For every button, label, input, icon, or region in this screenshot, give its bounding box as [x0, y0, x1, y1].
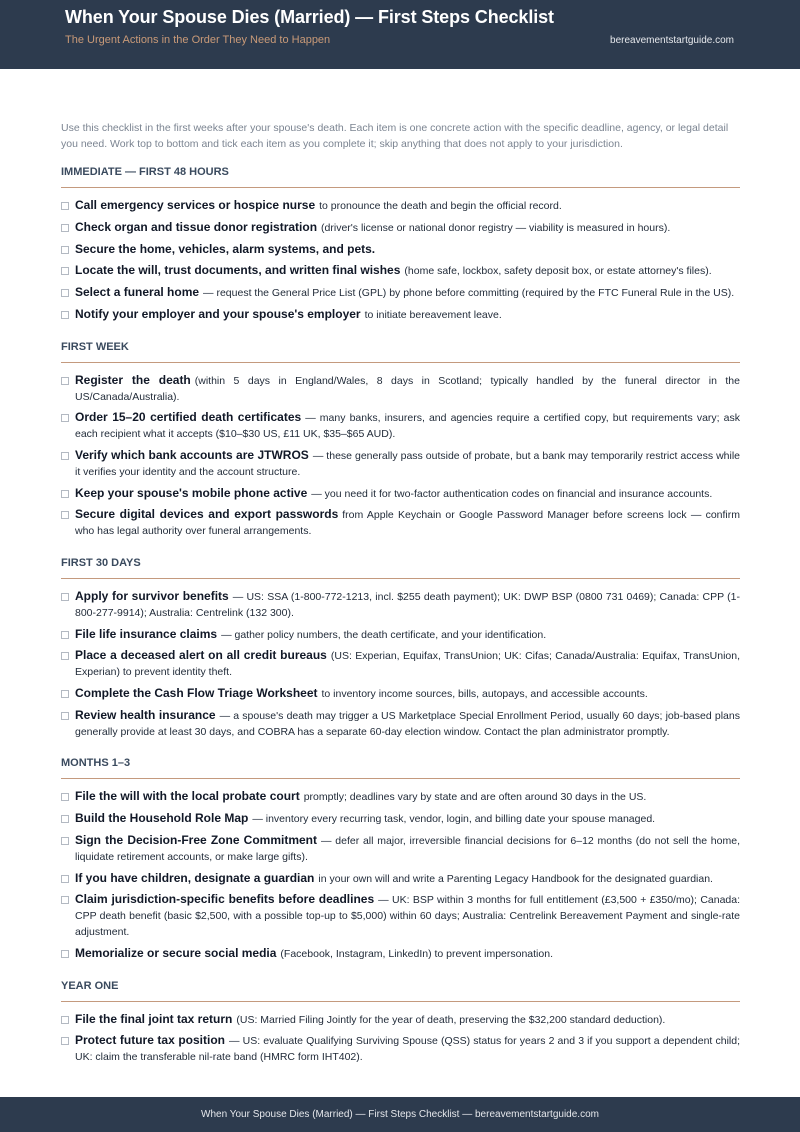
checklist-sections [61, 166, 740, 1066]
checklist-item [61, 1012, 740, 1029]
item-title: File life insurance claims [75, 626, 218, 641]
item-detail: to inventory income sources, bills, autopays, and accessible accounts. [321, 687, 648, 700]
checklist-item [61, 833, 740, 866]
checkbox[interactable] [61, 246, 69, 254]
item-detail: (within 5 days in England/Wales, 8 days in Scotland; typically handled by the funeral director in the US/Canada/Australia). [75, 374, 740, 403]
checklist-item [61, 627, 740, 644]
item-detail: to initiate bereavement leave. [364, 308, 502, 321]
item-title: Check organ and tissue donor registration [75, 219, 318, 234]
checkbox[interactable] [61, 837, 69, 845]
item-title: Apply for survivor benefits [75, 588, 229, 603]
checklist-item [61, 708, 740, 741]
checkbox[interactable] [61, 631, 69, 639]
checkbox[interactable] [61, 414, 69, 422]
item-detail: (Facebook, Instagram, LinkedIn) to prevent impersonation. [280, 947, 553, 960]
checklist-item [61, 1033, 740, 1066]
checklist-item [61, 285, 740, 302]
item-detail: (US: Experian, Equifax, TransUnion; UK: Cifas; Canada/Australia: Equifax, TransUnion, Experian) to prevent identity theft. [75, 650, 741, 679]
item-title: Secure digital devices and export passwords [75, 507, 339, 522]
checkbox[interactable] [61, 511, 69, 519]
item-title: Build the Household Role Map [75, 811, 249, 826]
checklist-item [61, 307, 740, 324]
item-title: Keep your spouse's mobile phone active [75, 485, 308, 500]
checkbox[interactable] [61, 875, 69, 883]
page-header [0, 0, 800, 69]
checklist-item [61, 242, 740, 259]
checkbox[interactable] [61, 1037, 69, 1045]
item-detail: promptly; deadlines vary by state and are often around 30 days in the US. [303, 791, 647, 804]
item-title: Memorialize or secure social media [75, 945, 277, 960]
item-detail: — US: evaluate Qualifying Surviving Spouse (QSS) status for years 2 and 3 if you support a dependent child; UK: claim the transferable nil-rate band (HMRC form IHT402). [75, 1035, 740, 1064]
checkbox[interactable] [61, 712, 69, 720]
site-name: bereavementstartguide.com [610, 35, 734, 46]
checkbox[interactable] [61, 950, 69, 958]
item-title: Call emergency services or hospice nurse [75, 198, 316, 212]
item-detail: — defer all major, irreversible financial decisions for 6–12 months (do not sell the home, liquidate retirement accounts, or make large gifts). [75, 834, 740, 863]
checklist-content [61, 121, 740, 1083]
section-heading: FIRST 30 DAYS [61, 557, 740, 579]
checklist [61, 789, 740, 962]
checkbox[interactable] [61, 593, 69, 601]
item-title: Notify your employer and your spouse's employer [75, 306, 361, 321]
item-detail: — you need it for two-factor authentication codes on financial and insurance accounts. [311, 487, 713, 500]
item-detail: — many banks, insurers, and agencies require a certified copy, but requirements vary; ask each recipient what it accepts ($10–$30 US, £11 UK, $35–$65 AUD). [75, 412, 741, 441]
item-detail: — these generally pass outside of probate, but a bank may temporarily restrict access while it verifies your identity and the account structure. [75, 449, 740, 478]
checklist-item [61, 789, 740, 806]
checklist-item [61, 589, 740, 622]
checkbox[interactable] [61, 267, 69, 275]
page-footer: When Your Spouse Dies (Married) — First Steps Checklist — bereavementstartguide.com [0, 1097, 800, 1132]
checklist [61, 1012, 740, 1066]
checklist-item [61, 448, 740, 481]
checklist-item [61, 871, 740, 888]
checklist [61, 373, 740, 540]
item-title: Order 15–20 certified death certificates [75, 410, 302, 425]
item-title: Place a deceased alert on all credit bureaus [75, 648, 327, 663]
item-detail: — a spouse's death may trigger a US Marketplace Special Enrollment Period, usually 60 days; job-based plans generally provide at least 30 days, and COBRA has a separate 60-day election window. Contact the plan administrator promptly. [75, 709, 740, 738]
checkbox[interactable] [61, 377, 69, 385]
item-title: Protect future tax position [75, 1033, 225, 1048]
item-title: File the final joint tax return [75, 1011, 233, 1026]
checkbox[interactable] [61, 289, 69, 297]
item-detail: (US: Married Filing Jointly for the year of death, preserving the $32,200 standard deduction). [236, 1013, 666, 1026]
item-detail: to pronounce the death and begin the official record. [319, 200, 562, 212]
page-title: When Your Spouse Dies (Married) — First Steps Checklist [65, 7, 554, 27]
checkbox[interactable] [61, 1016, 69, 1024]
checklist-item [61, 198, 740, 215]
checkbox[interactable] [61, 224, 69, 232]
item-detail: — US: SSA (1-800-772-1213, incl. $255 death payment); UK: DWP BSP (0800 731 0469); Canada: CPP (1-800-277-9914); Australia: Centrelink (132 300). [75, 590, 740, 619]
checklist-item [61, 811, 740, 828]
item-detail: — gather policy numbers, the death certificate, and your identification. [221, 628, 547, 641]
section-heading: YEAR ONE [61, 980, 740, 1002]
checklist-item [61, 507, 740, 540]
item-title: Select a funeral home [75, 285, 200, 300]
checklist-item [61, 486, 740, 503]
checklist-item [61, 946, 740, 963]
section-heading: FIRST WEEK [61, 341, 740, 363]
section-heading: IMMEDIATE — FIRST 48 HOURS [61, 166, 740, 188]
checklist-item [61, 686, 740, 703]
item-detail: — UK: BSP within 3 months for full entitlement (£3,500 + £350/mo); Canada: CPP death benefit (basic $2,500, with a possible top-up to $5,000) within 60 days; Australia: Centrelink Bereavement Payment and single-rate adjustment. [75, 894, 741, 938]
checklist-item [61, 648, 740, 681]
item-title: Sign the Decision-Free Zone Commitment [75, 832, 318, 847]
item-title: Complete the Cash Flow Triage Worksheet [75, 685, 318, 700]
item-title: Review health insurance [75, 707, 216, 722]
checkbox[interactable] [61, 793, 69, 801]
checklist-item [61, 892, 740, 940]
section-heading: MONTHS 1–3 [61, 757, 740, 779]
checkbox[interactable] [61, 490, 69, 498]
item-detail: from Apple Keychain or Google Password Manager before screens lock — confirm who has legal authority over funeral arrangements. [75, 509, 740, 538]
item-detail: — request the General Price List (GPL) by phone before committing (required by the FTC Funeral Rule in the US). [203, 287, 735, 300]
checklist-item [61, 263, 740, 280]
intro-text: Use this checklist in the first weeks after your spouse's death. Each item is one concrete action with the specific deadline, agency, or legal detail you need. Work top to bottom and tick each item as you complete it; skip anything that does not apply to your jurisdiction. [61, 122, 729, 150]
checkbox[interactable] [61, 311, 69, 319]
checkbox[interactable] [61, 896, 69, 904]
checkbox[interactable] [61, 690, 69, 698]
item-title: Register the death [75, 372, 191, 387]
item-title: Secure the home, vehicles, alarm systems, and pets. [75, 241, 376, 256]
item-detail: in your own will and write a Parenting Legacy Handbook for the designated guardian. [318, 872, 713, 885]
checklist [61, 198, 740, 324]
checkbox[interactable] [61, 652, 69, 660]
checkbox[interactable] [61, 202, 69, 210]
item-title: If you have children, designate a guardian [75, 870, 315, 885]
checkbox[interactable] [61, 452, 69, 460]
page-subtitle: The Urgent Actions in the Order They Need to Happen [65, 34, 331, 46]
item-detail: (driver's license or national donor registry — viability is measured in hours). [321, 221, 671, 234]
item-title: Claim jurisdiction-specific benefits before deadlines [75, 892, 375, 907]
item-detail: — inventory every recurring task, vendor, login, and billing date your spouse managed. [252, 813, 656, 826]
checklist-item [61, 410, 740, 443]
item-title: File the will with the local probate court [75, 789, 300, 804]
checklist [61, 589, 740, 740]
item-detail: (home safe, lockbox, safety deposit box, or estate attorney's files). [404, 265, 712, 278]
item-title: Verify which bank accounts are JTWROS [75, 447, 309, 462]
checkbox[interactable] [61, 815, 69, 823]
checklist-item [61, 373, 740, 406]
item-title: Locate the will, trust documents, and written final wishes [75, 263, 401, 278]
checklist-item [61, 220, 740, 237]
